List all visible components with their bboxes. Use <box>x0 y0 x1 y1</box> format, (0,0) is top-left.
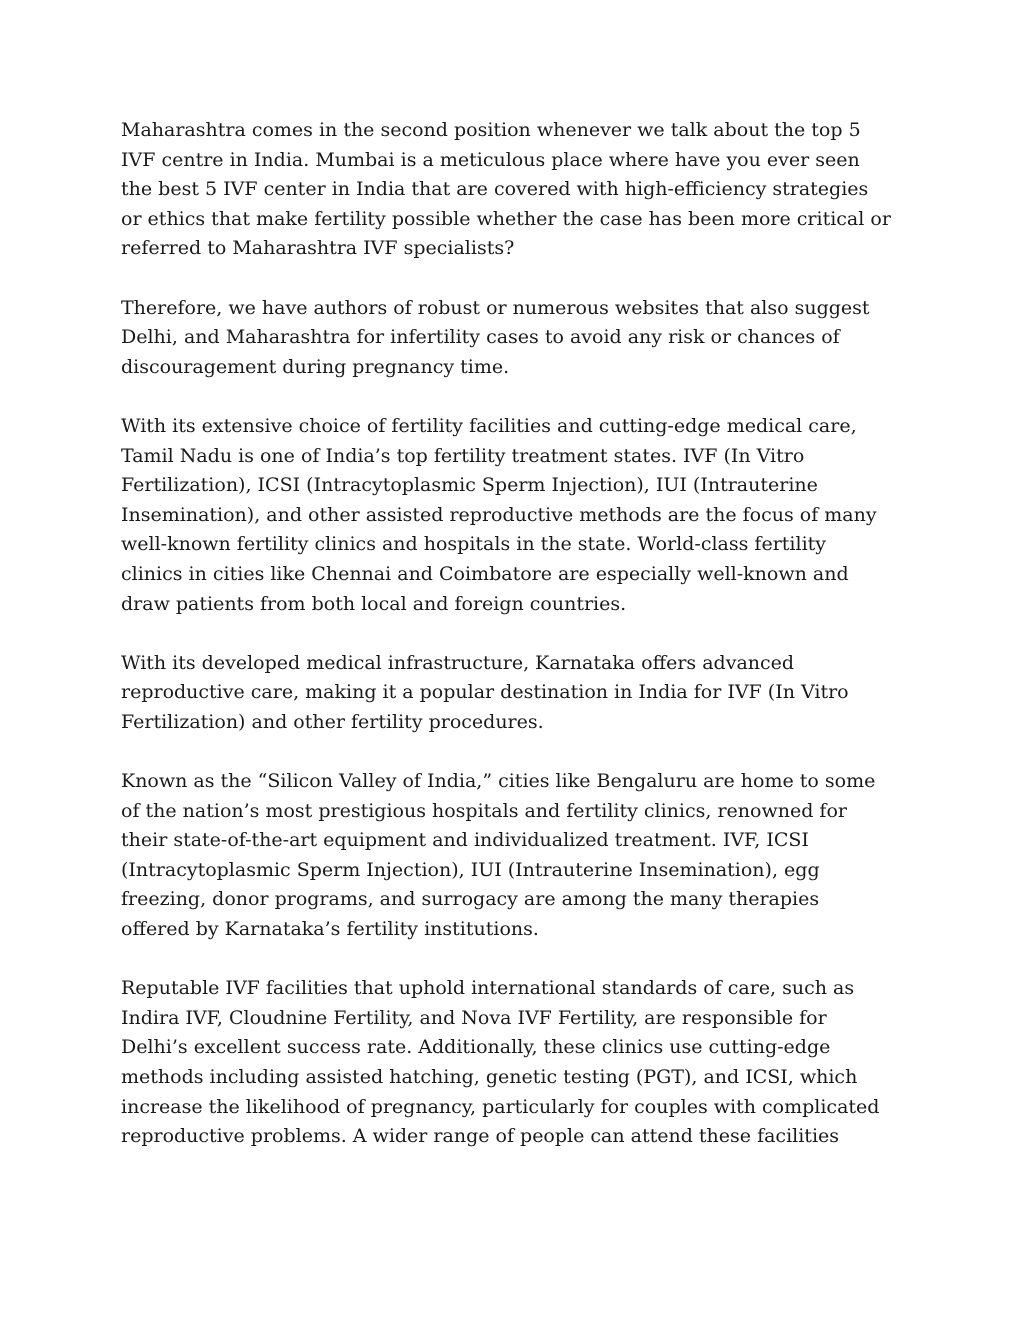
text-line: Tamil Nadu is one of India’s top fertility treatment states. IVF (In Vitro <box>121 444 805 467</box>
text-line: methods including assisted hatching, genetic testing (PGT), and ICSI, which <box>121 1066 858 1088</box>
text-line: IVF centre in India. Mumbai is a meticulous place where have you ever seen <box>121 148 860 171</box>
text-line: increase the likelihood of pregnancy, particularly for couples with complicated <box>121 1095 880 1118</box>
paragraph-delhi <box>121 974 911 1152</box>
text-line: With its developed medical infrastructure, Karnataka offers advanced <box>121 651 795 674</box>
paragraph-maharashtra <box>121 116 911 264</box>
document-body <box>121 116 911 1181</box>
text-line: clinics in cities like Chennai and Coimbatore are especially well-known and <box>121 562 849 585</box>
text-line: Therefore, we have authors of robust or numerous websites that also suggest <box>121 296 870 319</box>
text-line: Reputable IVF facilities that uphold international standards of care, such as <box>121 977 855 1000</box>
text-line: well-known fertility clinics and hospitals in the state. World-class fertility <box>121 533 827 556</box>
text-line: Insemination), and other assisted reproductive methods are the focus of many <box>121 503 877 526</box>
text-line: Known as the “Silicon Valley of India,” cities like Bengaluru are home to some <box>121 770 876 793</box>
text-line: With its extensive choice of fertility facilities and cutting-edge medical care, <box>121 414 857 437</box>
paragraph-karnataka <box>121 649 911 738</box>
text-line: Delhi’s excellent success rate. Additionally, these clinics use cutting-edge <box>121 1036 831 1059</box>
paragraph-therefore <box>121 294 911 383</box>
text-line: the best 5 IVF center in India that are covered with high-efficiency strategies <box>121 178 869 201</box>
text-line: Indira IVF, Cloudnine Fertility, and Nova IVF Fertility, are responsible for <box>121 1006 827 1029</box>
text-line: reproductive care, making it a popular destination in India for IVF (In Vitro <box>121 681 849 704</box>
text-line: their state-of-the-art equipment and individualized treatment. IVF, ICSI <box>121 829 809 852</box>
paragraph-bengaluru <box>121 767 911 945</box>
text-line: draw patients from both local and foreign countries. <box>121 592 627 615</box>
paragraph-tamil-nadu <box>121 412 911 619</box>
text-line: Delhi, and Maharashtra for infertility cases to avoid any risk or chances of <box>121 326 840 349</box>
text-line: reproductive problems. A wider range of people can attend these facilities <box>121 1125 840 1148</box>
text-line: or ethics that make fertility possible whether the case has been more critical or <box>121 207 891 230</box>
text-line: Fertilization) and other fertility procedures. <box>121 710 544 733</box>
text-line: of the nation’s most prestigious hospitals and fertility clinics, renowned for <box>121 799 847 822</box>
text-line: referred to Maharashtra IVF specialists? <box>121 237 515 260</box>
text-line: Maharashtra comes in the second position whenever we talk about the top 5 <box>121 119 861 141</box>
text-line: Fertilization), ICSI (Intracytoplasmic Sperm Injection), IUI (Intrauterine <box>121 474 818 497</box>
text-line: freezing, donor programs, and surrogacy are among the many therapies <box>121 888 820 911</box>
text-line: offered by Karnataka’s fertility institutions. <box>121 918 539 941</box>
text-line: discouragement during pregnancy time. <box>121 355 510 378</box>
text-line: (Intracytoplasmic Sperm Injection), IUI (Intrauterine Insemination), egg <box>121 858 820 881</box>
